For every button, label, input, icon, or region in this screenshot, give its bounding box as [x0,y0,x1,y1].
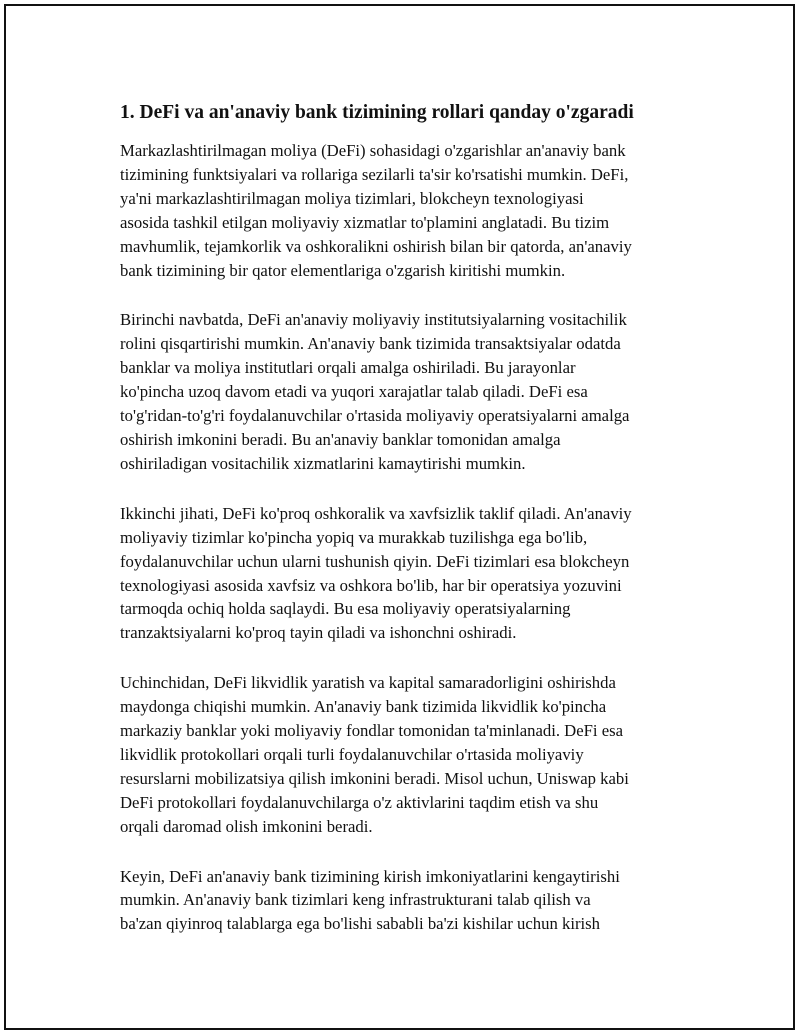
text-line: tarmoqda ochiq holda saqlaydi. Bu esa moliyaviy operatsiyalarning [120,599,571,619]
text-line: ko'pincha uzoq davom etadi va yuqori xarajatlar talab qiladi. DeFi esa [120,382,588,402]
paragraph-3 [120,502,695,645]
text-line: Markazlashtirilmagan moliya (DeFi) sohasidagi o'zgarishlar an'anaviy bank [120,141,626,160]
text-line: Keyin, DeFi an'anaviy bank tizimining kirish imkoniyatlarini kengaytirishi [120,866,620,886]
text-line: oshirish imkonini beradi. Bu an'anaviy banklar tomonidan amalga [120,429,561,449]
text-line: resurslarni mobilizatsiya qilish imkonini beradi. Misol uchun, Uniswap kabi [120,768,629,788]
text-line: bank tizimining bir qator elementlariga o'zgarish kiritishi mumkin. [120,260,566,280]
text-line: rolini qisqartirishi mumkin. An'anaviy bank tizimida transaktsiyalar odatda [120,334,621,354]
text-line: tizimining funktsiyalari va rollariga sezilarli ta'sir ko'rsatishi mumkin. DeFi, [120,164,629,184]
text-line: mavhumlik, tejamkorlik va oshkoralikni oshirish bilan bir qatorda, an'anaviy [120,236,632,256]
text-line: likvidlik protokollari orqali turli foydalanuvchilar o'rtasida moliyaviy [120,744,584,764]
text-line: Ikkinchi jihati, DeFi ko'proq oshkoralik va xavfsizlik taklif qiladi. An'anaviy [120,503,632,523]
text-line: markaziy banklar yoki moliyaviy fondlar tomonidan ta'minlanadi. DeFi esa [120,721,624,741]
text-line: banklar va moliya institutlari orqali amalga oshiriladi. Bu jarayonlar [120,358,576,378]
text-line: DeFi protokollari foydalanuvchilarga o'z aktivlarini taqdim etish va shu [120,792,599,812]
paragraph-5 [120,865,695,937]
text-line: mumkin. An'anaviy bank tizimlari keng infrastrukturani talab qilish va [120,890,591,910]
page-frame [4,4,795,1030]
text-line: ba'zan qiyinroq talablarga ega bo'lishi sababli ba'zi kishilar uchun kirish [120,914,601,934]
text-line: ya'ni markazlashtirilmagan moliya tizimlari, blokcheyn texnologiyasi [120,188,584,208]
paragraph-4 [120,671,695,838]
text-line: tranzaktsiyalarni ko'proq tayin qiladi va ishonchni oshiradi. [120,623,517,643]
text-line: foydalanuvchilar uchun ularni tushunish qiyin. DeFi tizimlari esa blokcheyn [120,551,630,571]
text-line: Uchinchidan, DeFi likvidlik yaratish va kapital samaradorligini oshirishda [120,673,616,693]
text-line: maydonga chiqishi mumkin. An'anaviy bank tizimida likvidlik ko'pincha [120,697,607,717]
text-line: asosida tashkil etilgan moliyaviy xizmatlar to'plamini anglatadi. Bu tizim [120,212,610,232]
text-line: texnologiyasi asosida xavfsiz va oshkora bo'lib, har bir operatsiya yozuvini [120,575,622,595]
section-heading: 1. DeFi va an'anaviy bank tizimining rollari qanday o'zgaradi [120,102,634,123]
text-line: Birinchi navbatda, DeFi an'anaviy moliyaviy institutsiyalarning vositachilik [120,310,627,330]
text-line: oshiriladigan vositachilik xizmatlarini kamaytirishi mumkin. [120,453,526,473]
text-line: orqali daromad olish imkonini beradi. [120,816,373,836]
text-line: to'g'ridan-to'g'ri foydalanuvchilar o'rtasida moliyaviy operatsiyalarni amalga [120,406,630,426]
paragraph-2 [120,308,695,475]
document-body [120,100,695,962]
paragraph-1 [120,139,695,282]
text-line: moliyaviy tizimlar ko'pincha yopiq va murakkab tuzilishga ega bo'lib, [120,527,588,547]
